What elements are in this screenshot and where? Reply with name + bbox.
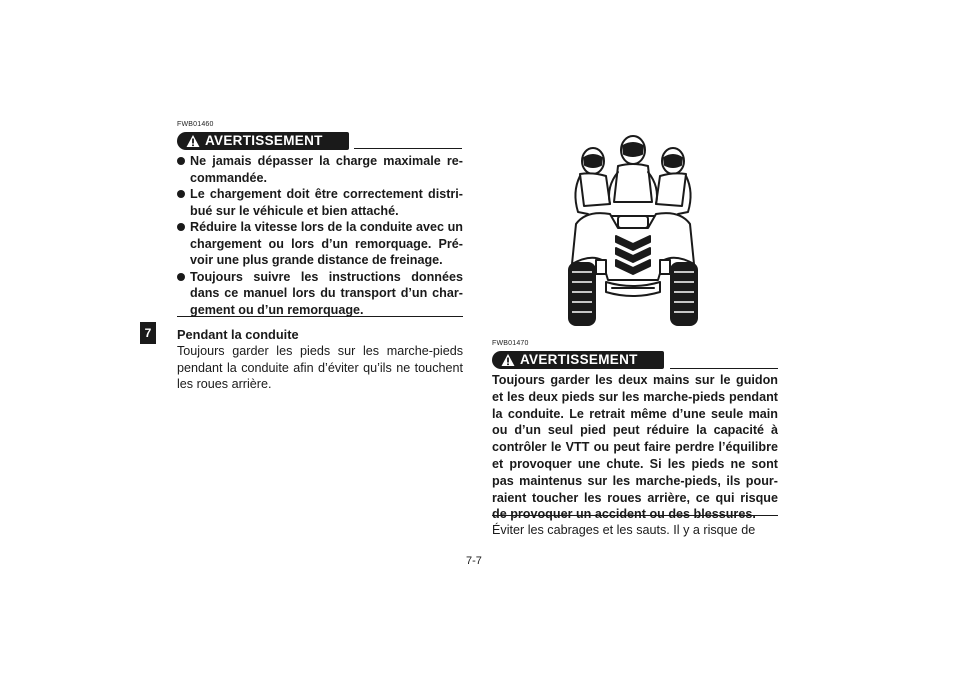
- warning-text: Toujours garder les deux mains sur le guidon et les deux pieds sur les marche-pieds pendant la conduite. Le retrait même d’une seule main ou d’un seul pied peut réduire la capacité à contrôler le VTT ou peut faire perdre l’équilibre et provoquer une chute. Si les pieds ne sont pas maintenus sur les marche-pieds, ils pourraient toucher les roues arrière, ce qui risque de provoquer un accident ou des blessures.: [492, 373, 778, 522]
- bullet-icon: [177, 157, 185, 165]
- warning-triangle-icon: [501, 353, 515, 367]
- section-text: Toujours garder les pieds sur les marche-pieds pendant la conduite afin d’éviter qu’ils ne touchent les roues arrière.: [177, 344, 463, 391]
- warning-bullet-list: [177, 153, 463, 318]
- warning-rule: [670, 368, 778, 369]
- list-item: Ne jamais dépasser la charge maximale recommandée.: [177, 153, 463, 186]
- section-heading: Pendant la conduite: [177, 327, 299, 342]
- list-item: Le chargement doit être correctement distribué sur le véhicule et bien attaché.: [177, 186, 463, 219]
- warning-code: FWB01470: [492, 340, 529, 347]
- warning-label: AVERTISSEMENT: [492, 351, 664, 369]
- warning-rule: [354, 148, 462, 149]
- atv-three-riders-illustration: [566, 132, 700, 330]
- list-item: Toujours suivre les instructions données dans ce manuel lors du transport d’un chargement ou d’un remorquage.: [177, 269, 463, 319]
- warning-code: FWB01460: [177, 121, 214, 128]
- warning-triangle-icon: [186, 134, 200, 148]
- chapter-tab: 7: [140, 322, 156, 344]
- bullet-icon: [177, 223, 185, 231]
- bullet-icon: [177, 190, 185, 198]
- list-item: Réduire la vitesse lors de la conduite avec un chargement ou lors d’un remorquage. Prévoir une plus grande distance de freinage.: [177, 219, 463, 269]
- warning-label: AVERTISSEMENT: [177, 132, 349, 150]
- warning-end-rule: [177, 316, 463, 317]
- warning-end-rule: [492, 515, 778, 516]
- body-text: Éviter les cabrages et les sauts. Il y a risque de: [492, 523, 756, 537]
- bullet-icon: [177, 273, 185, 281]
- page-number: 7-7: [466, 555, 482, 567]
